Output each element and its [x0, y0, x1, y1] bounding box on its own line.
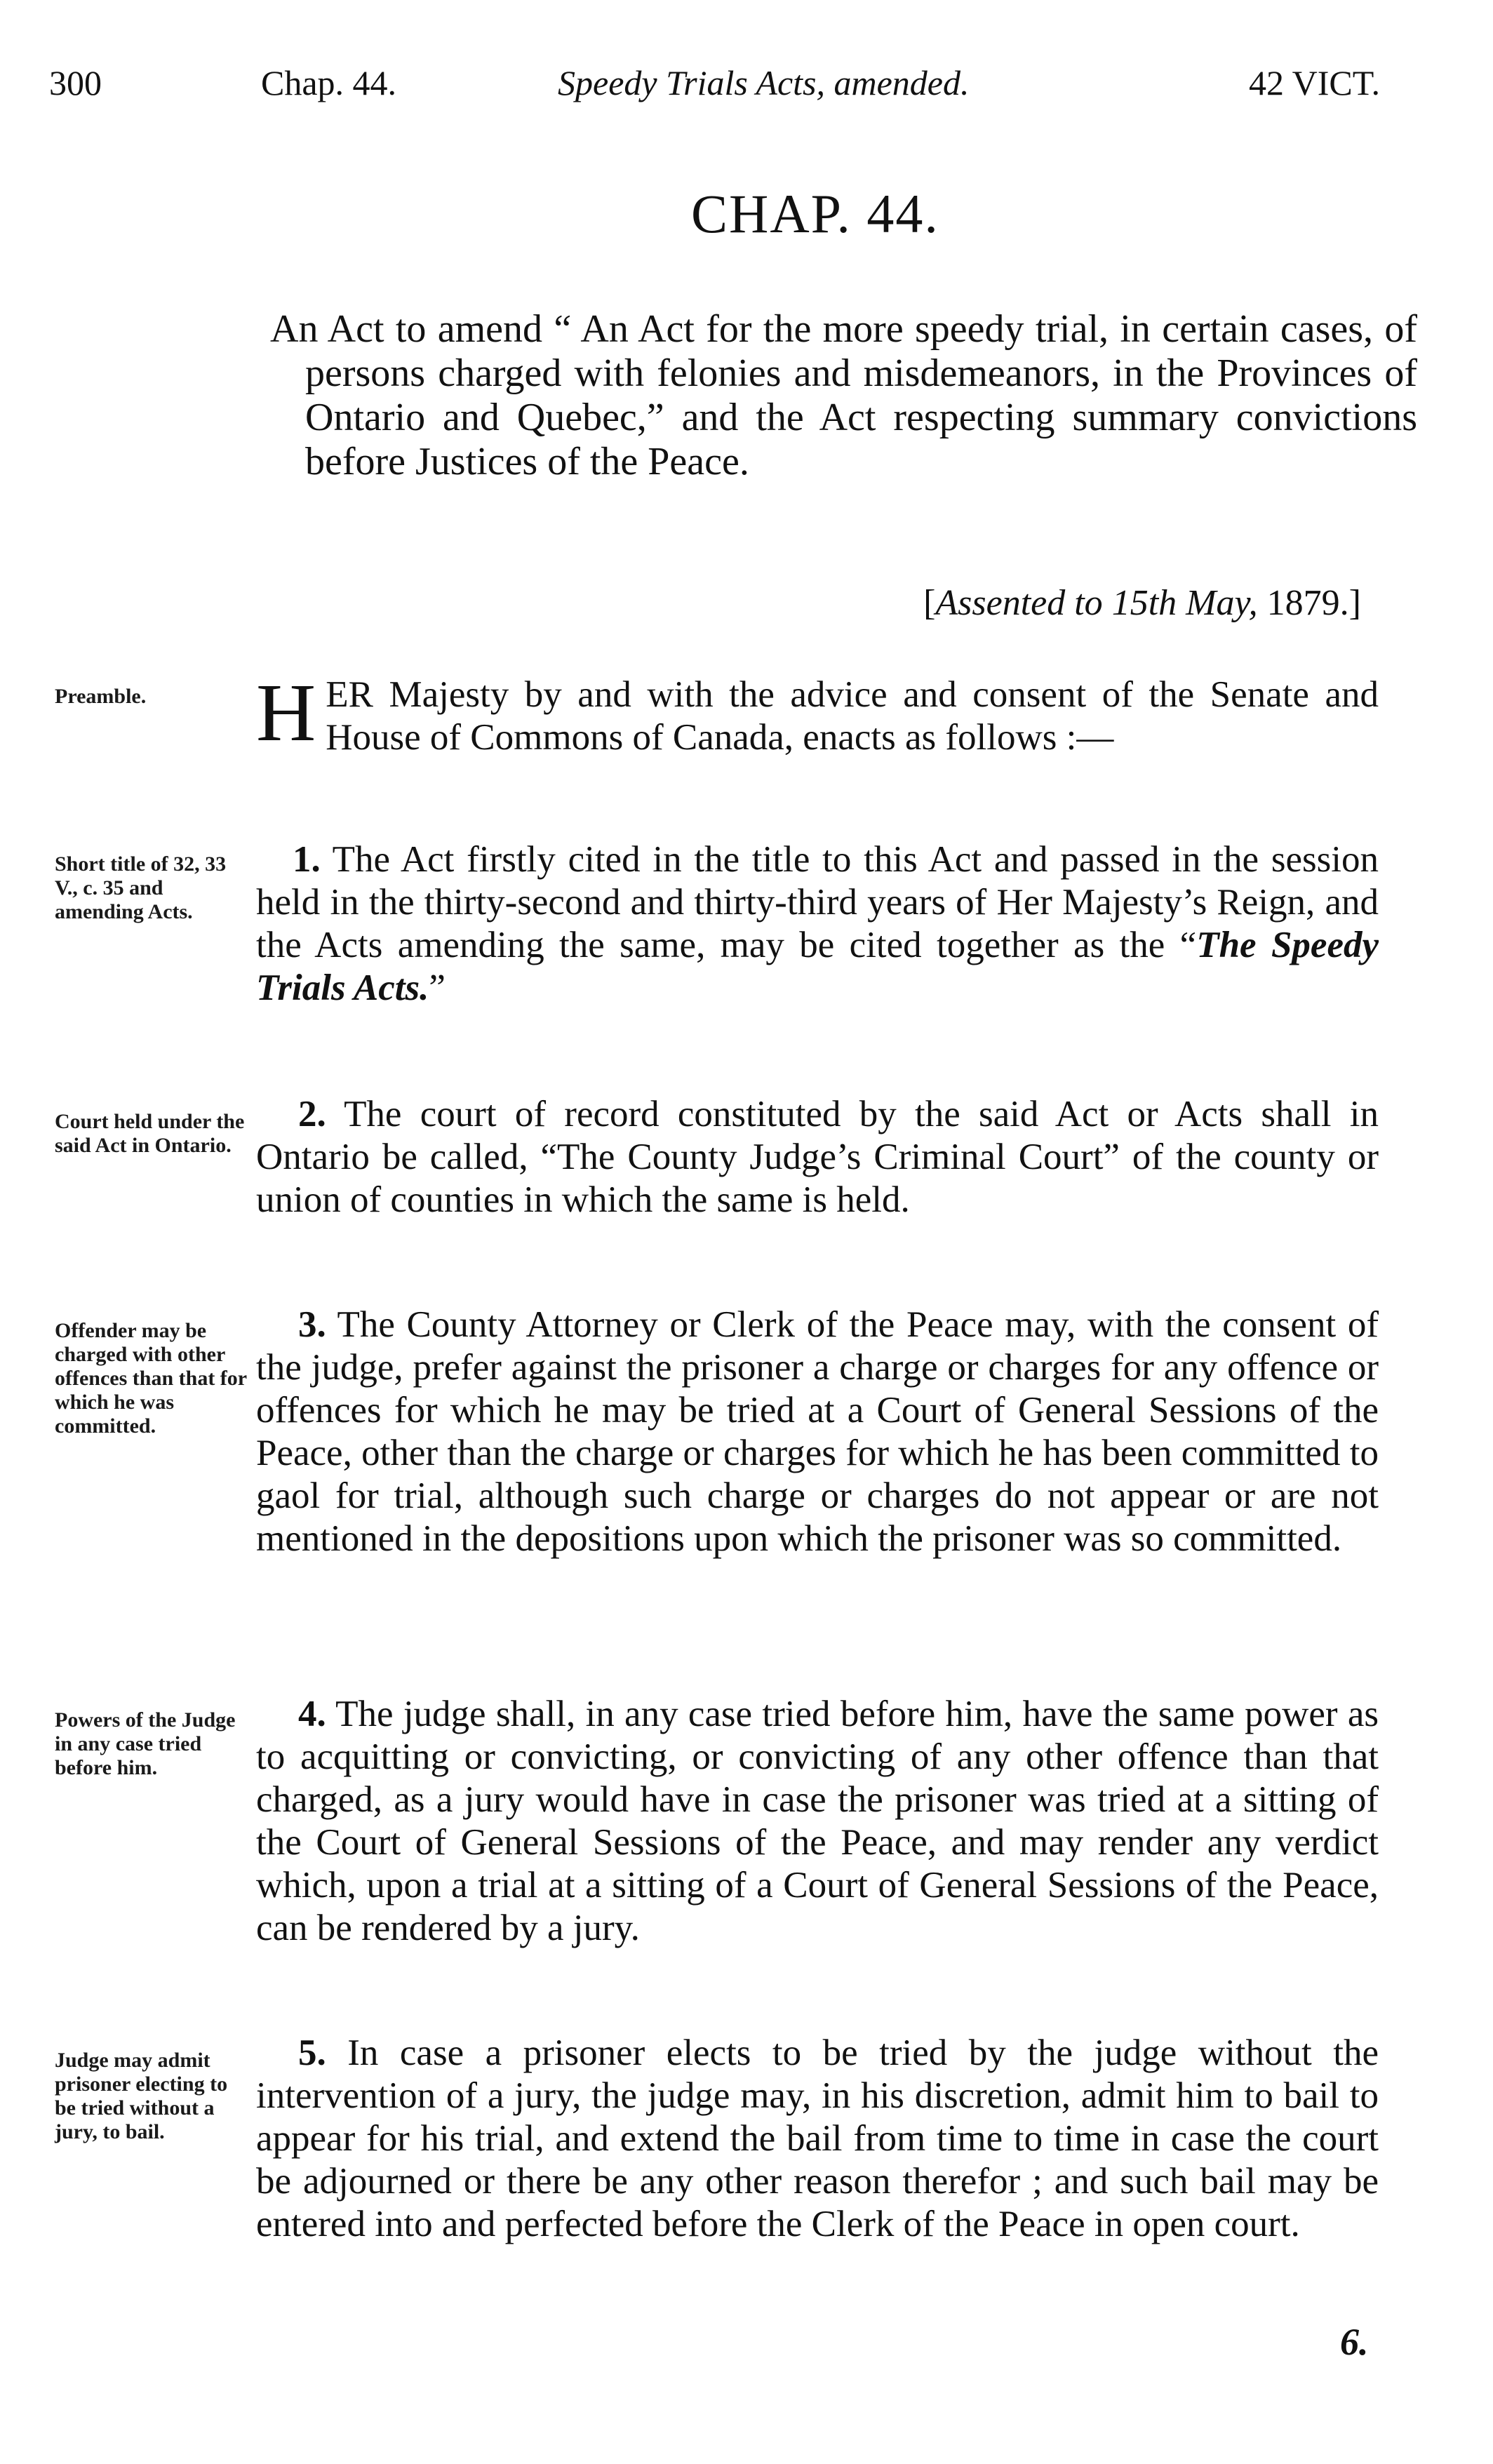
margin-note-preamble: Preamble. — [55, 685, 147, 708]
section-5 — [256, 2032, 1379, 2246]
section-number: 2. — [298, 1094, 326, 1134]
regnal-year: 42 VICT. — [1249, 63, 1381, 102]
margin-note-section-4: Powers of the Judge in any case tried before him. — [55, 1708, 236, 1779]
short-title-citation: The Speedy Trials Acts. — [256, 925, 1379, 1008]
margin-note-section-1: Short title of 32, 33 V., c. 35 and amending Acts. — [55, 852, 227, 923]
section-number: 1. — [293, 839, 321, 880]
long-title: An Act to amend “ An Act for the more speedy trial, in certain cases, of persons charged with felonies and misdemeanors, in the Provinces of Ontario and Quebec,” and the Act respecting summary convictions before Justices of the Peace. — [270, 307, 1417, 483]
preamble-text — [256, 667, 1379, 759]
section-number: 3. — [298, 1304, 326, 1345]
section-text: In case a prisoner elects to be tried by the judge without the intervention of a jury, the judge may, in his discretion, admit him to bail to appear for his trial, and extend the bail from time to time in case the court be adjourned or there be any other reason therefor ; and such bail may be entered into and perfected before the Clerk of the Peace in open court. — [256, 2033, 1379, 2244]
section-1 — [256, 838, 1379, 1010]
section-number: 5. — [298, 2033, 326, 2073]
catchword: 6. — [1340, 2321, 1369, 2363]
section-text: The judge shall, in any case tried before him, have the same power as to acquitting or convicting, or convicting of any other offence than that charged, as a jury would have in case the prisoner was tried at a sitting of the Court of General Sessions of the Peace, and may render any verdict which, upon a trial at a sitting of a Court of General Sessions of the Peace, can be rendered by a jury. — [256, 1694, 1379, 1948]
page-number: 300 — [49, 63, 102, 102]
running-title: Speedy Trials Acts, amended. — [558, 63, 970, 102]
assent-prefix: Assented to — [935, 583, 1103, 623]
assent-date: 15th May, — [1111, 583, 1258, 623]
section-2 — [256, 1093, 1379, 1221]
assent-open: [ — [923, 583, 936, 623]
assent-year: 1879.] — [1266, 583, 1361, 623]
section-3 — [256, 1304, 1379, 1560]
section-4 — [256, 1693, 1379, 1950]
chapter-heading: CHAP. 44. — [691, 183, 939, 244]
section-text: The Act firstly cited in the title to this Act and passed in the session held in the thirty-second and thirty-third years of Her Majesty’s Reign, and the Acts amending the same, may be cited together as the “ — [256, 839, 1379, 965]
section-number: 4. — [298, 1694, 326, 1734]
margin-note-section-2: Court held under the said Act in Ontario. — [55, 1110, 245, 1157]
closing-quote: ” — [429, 967, 446, 1008]
assent-line — [772, 582, 1361, 624]
margin-note-section-3: Offender may be charged with other offences than that for which he was committed. — [55, 1319, 247, 1438]
section-text: The County Attorney or Clerk of the Peace may, with the consent of the judge, prefer against the prisoner a charge or charges for any offence or offences for which he may be tried at a Court of General Sessions of the Peace, other than the charge or charges for which he has been committed to gaol for trial, although such charge or charges do not appear or are not mentioned in the depositions upon which the prisoner was so committed. — [256, 1304, 1379, 1559]
preamble-body: ER Majesty by and with the advice and consent of the Senate and House of Commons of Canada, enacts as follows :— — [326, 674, 1379, 758]
margin-note-section-5: Judge may admit prisoner electing to be tried without a jury, to bail. — [55, 2049, 228, 2143]
drop-cap: H — [256, 667, 316, 758]
running-chapter: Chap. 44. — [261, 63, 397, 102]
section-text: The court of record constituted by the said Act or Acts shall in Ontario be called, “The County Judge’s Criminal Court” of the county or union of counties in which the same is held. — [256, 1094, 1379, 1220]
